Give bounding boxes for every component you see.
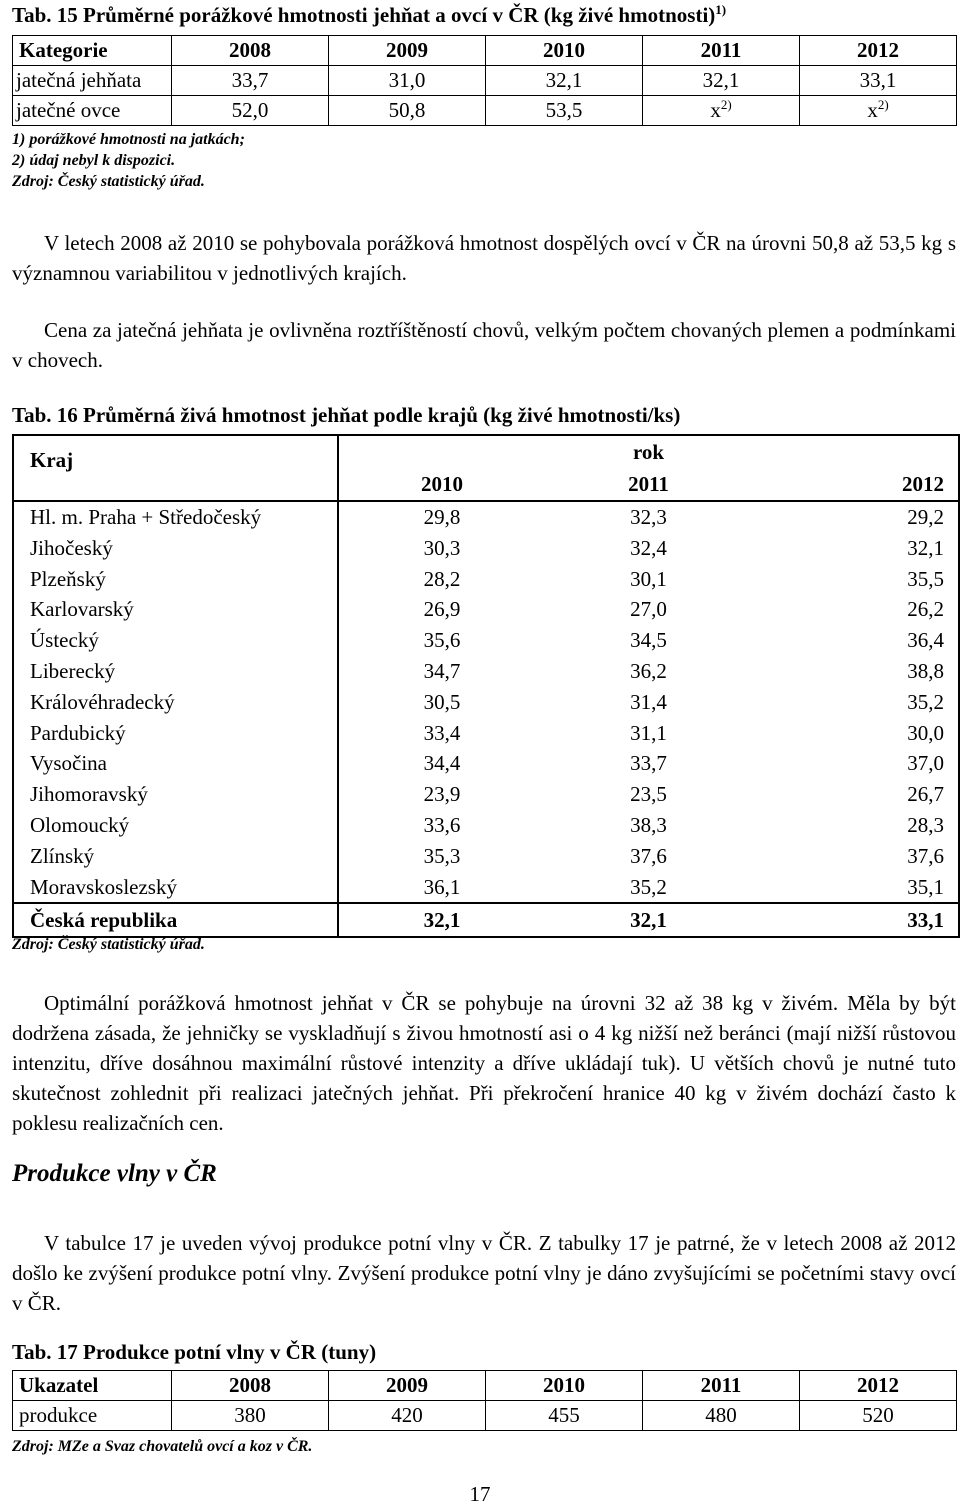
tab16-cell: 33,7 <box>630 751 667 776</box>
tab15-caption-text: Tab. 15 Průměrné porážkové hmotnosti jehňat a ovcí v ČR (kg živé hmotnosti) <box>12 3 716 27</box>
table-row <box>13 656 959 687</box>
table-row <box>13 1401 957 1431</box>
tab16-cell: 35,5 <box>907 566 944 591</box>
tab16-cell: 32,1 <box>907 535 944 560</box>
tab16-region: Zlínský <box>13 841 338 872</box>
tab15-cell: 53,5 <box>486 96 643 126</box>
table-row <box>13 66 957 96</box>
table-row <box>13 779 959 810</box>
tab15-cell: 32,1 <box>643 66 800 96</box>
table-row <box>13 96 957 126</box>
tab16-cell: 36,4 <box>907 628 944 653</box>
tab15-header-cell: 2010 <box>486 36 643 66</box>
table-row <box>13 841 959 872</box>
tab17-cell: 380 <box>172 1401 329 1431</box>
tab16-cell: 29,2 <box>907 505 944 529</box>
tab16-cell: 28,3 <box>907 812 944 837</box>
table-row <box>13 533 959 564</box>
tab16-cell: 30,3 <box>423 535 461 560</box>
tab16-cell: 35,2 <box>907 689 944 714</box>
tab16-cell: 35,3 <box>423 843 461 868</box>
tab16-cell: 29,8 <box>423 505 461 529</box>
tab15-caption-sup: 1) <box>715 2 727 17</box>
tab15-header-row <box>13 36 957 66</box>
tab16-region: Královéhradecký <box>13 687 338 718</box>
tab16-cell: 27,0 <box>630 597 667 622</box>
tab15-cell <box>643 96 800 126</box>
tab16-cell: 31,1 <box>630 720 667 745</box>
table-row <box>13 748 959 779</box>
tab17-caption: Tab. 17 Produkce potní vlny v ČR (tuny) <box>12 1340 377 1364</box>
tab16-cell: 28,2 <box>423 566 461 591</box>
tab15-note: 1) porážkové hmotnosti na jatkách; <box>12 131 245 148</box>
tab15-caption <box>12 3 956 28</box>
tab16-cell: 38,8 <box>907 658 944 683</box>
tab15-table <box>12 35 957 126</box>
tab17-header-cell: 2008 <box>172 1371 329 1401</box>
table-row <box>13 625 959 656</box>
tab17-cell: 420 <box>329 1401 486 1431</box>
tab17-cell: 520 <box>800 1401 957 1431</box>
tab16-cell: 34,5 <box>630 628 667 653</box>
tab16-total-cell: 32,1 <box>545 903 752 937</box>
tab16-header-row <box>13 435 959 468</box>
tab15-source: Zdroj: Český statistický úřad. <box>12 173 205 190</box>
tab16-cell: 36,2 <box>630 658 667 683</box>
tab15-cell: 32,1 <box>486 66 643 96</box>
table-row <box>13 872 959 904</box>
paragraph: Cena za jatečná jehňata je ovlivněna roztříštěností chovů, velkým počtem chovaných plemen a podmínkami v chovech. <box>12 318 956 372</box>
tab16-cell: 33,4 <box>423 720 461 745</box>
tab17-cell: 455 <box>486 1401 643 1431</box>
tab16-total-cell: 32,1 <box>338 903 545 937</box>
tab16-region: Vysočina <box>13 748 338 779</box>
tab17-header-row <box>13 1371 957 1401</box>
tab17-source: Zdroj: MZe a Svaz chovatelů ovcí a koz v ČR. <box>12 1438 313 1455</box>
tab15-header-cell: Kategorie <box>13 36 172 66</box>
tab16-cell: 35,1 <box>907 874 944 899</box>
tab16-cell: 37,6 <box>630 843 667 868</box>
tab15-cell: 33,7 <box>172 66 329 96</box>
tab16-year-header: 2011 <box>545 468 752 501</box>
tab16-cell: 34,4 <box>423 751 461 776</box>
tab16-cell: 31,4 <box>630 689 667 714</box>
tab16-year-header: 2012 <box>752 468 959 501</box>
tab17-header-cell: 2009 <box>329 1371 486 1401</box>
tab15-cell: 52,0 <box>172 96 329 126</box>
tab16-rok-header: rok <box>632 440 665 464</box>
tab16-cell: 23,5 <box>630 782 667 807</box>
paragraph: Optimální porážková hmotnost jehňat v ČR se pohybuje na úrovni 32 až 38 kg v živém. Měla by být dodržena zásada, že jehničky se vyskladňují s živou hmotností asi o 4 kg nižší než beránci (mají nižší růstovou intenzitu, dříve dosáhnou maximální růstové intenzity a dříve ukládají tuk). U větších chovů je nutné tuto skutečnost zohlednit při realizaci jatečných jehňat. Při překročení hranice 40 kg v živém dochází často k poklesu realizačních cen. <box>12 991 956 1135</box>
table-row <box>13 501 959 533</box>
tab15-cell: 31,0 <box>329 66 486 96</box>
tab16-cell: 37,6 <box>907 843 944 868</box>
section-heading: Produkce vlny v ČR <box>12 1160 217 1187</box>
tab16-total-cell: 33,1 <box>752 903 959 937</box>
tab16-region: Jihomoravský <box>13 779 338 810</box>
tab15-cell-value: x <box>867 98 878 122</box>
tab16-cell: 26,9 <box>423 597 461 622</box>
tab16-cell: 30,1 <box>630 566 667 591</box>
tab17-header-cell: 2010 <box>486 1371 643 1401</box>
table-row <box>13 594 959 625</box>
tab16-caption: Tab. 16 Průměrná živá hmotnost jehňat podle krajů (kg živé hmotnosti/ks) <box>12 403 681 427</box>
tab15-cell: 33,1 <box>800 66 957 96</box>
tab16-cell: 26,2 <box>907 597 944 622</box>
tab16-source: Zdroj: Český statistický úřad. <box>12 936 205 953</box>
tab16-region: Olomoucký <box>13 810 338 841</box>
table-row <box>13 687 959 718</box>
tab15-header-cell: 2009 <box>329 36 486 66</box>
page-number: 17 <box>469 1482 491 1506</box>
tab16-cell: 37,0 <box>907 751 944 776</box>
tab16-region: Karlovarský <box>13 594 338 625</box>
tab16-region: Plzeňský <box>13 564 338 595</box>
tab16-cell: 34,7 <box>423 658 461 683</box>
tab15-header-cell: 2008 <box>172 36 329 66</box>
tab16-table <box>12 434 960 938</box>
tab15-notes <box>12 129 956 192</box>
tab15-cell-sup: 2) <box>720 97 732 112</box>
tab16-region: Moravskoslezský <box>13 872 338 904</box>
tab15-header-cell: 2012 <box>800 36 957 66</box>
tab16-region: Jihočeský <box>13 533 338 564</box>
table-row <box>13 564 959 595</box>
tab16-cell: 35,6 <box>423 628 461 653</box>
tab16-region: Ústecký <box>13 625 338 656</box>
tab16-cell: 38,3 <box>630 812 667 837</box>
table-row <box>13 718 959 749</box>
tab16-cell: 30,0 <box>907 720 944 745</box>
tab15-cell-sup: 2) <box>877 97 889 112</box>
tab15-note: 2) údaj nebyl k dispozici. <box>12 152 176 169</box>
tab16-region: Liberecký <box>13 656 338 687</box>
tab17-header-cell: 2012 <box>800 1371 957 1401</box>
tab15-cell <box>800 96 957 126</box>
tab17-header-cell: Ukazatel <box>13 1371 172 1401</box>
tab16-cell: 32,4 <box>630 535 667 560</box>
table-row <box>13 810 959 841</box>
paragraph: V letech 2008 až 2010 se pohybovala porážková hmotnost dospělých ovcí v ČR na úrovni 50,8 až 53,5 kg s významnou variabilitou v jednotlivých krajích. <box>12 231 956 285</box>
tab16-cell: 32,3 <box>630 505 667 529</box>
tab15-cell: 50,8 <box>329 96 486 126</box>
tab16-kraj-header: Kraj <box>13 435 338 501</box>
tab16-cell: 23,9 <box>423 782 461 807</box>
tab15-row-label: jatečné ovce <box>13 96 172 126</box>
tab16-cell: 33,6 <box>423 812 461 837</box>
tab16-cell: 35,2 <box>630 874 667 899</box>
tab16-region: Pardubický <box>13 718 338 749</box>
tab16-body <box>13 501 959 903</box>
tab16-year-header: 2010 <box>338 468 545 501</box>
tab15-cell-value: x <box>710 98 721 122</box>
tab17-row-label: produkce <box>13 1401 172 1431</box>
tab15-header-cell: 2011 <box>643 36 800 66</box>
tab17-header-cell: 2011 <box>643 1371 800 1401</box>
tab16-total-row <box>13 903 959 937</box>
tab16-cell: 26,7 <box>907 782 944 807</box>
tab16-region: Hl. m. Praha + Středočeský <box>13 501 338 533</box>
tab16-cell: 30,5 <box>423 689 461 714</box>
tab16-cell: 36,1 <box>423 874 461 899</box>
tab17-table <box>12 1370 957 1431</box>
tab15-row-label: jatečná jehňata <box>13 66 172 96</box>
paragraph: V tabulce 17 je uveden vývoj produkce potní vlny v ČR. Z tabulky 17 je patrné, že v letech 2008 až 2012 došlo ke zvýšení produkce potní vlny. Zvýšení produkce potní vlny je dáno zvyšujícími se početními stavy ovcí v ČR. <box>12 1231 956 1315</box>
tab17-cell: 480 <box>643 1401 800 1431</box>
tab16-total-label: Česká republika <box>13 903 338 937</box>
